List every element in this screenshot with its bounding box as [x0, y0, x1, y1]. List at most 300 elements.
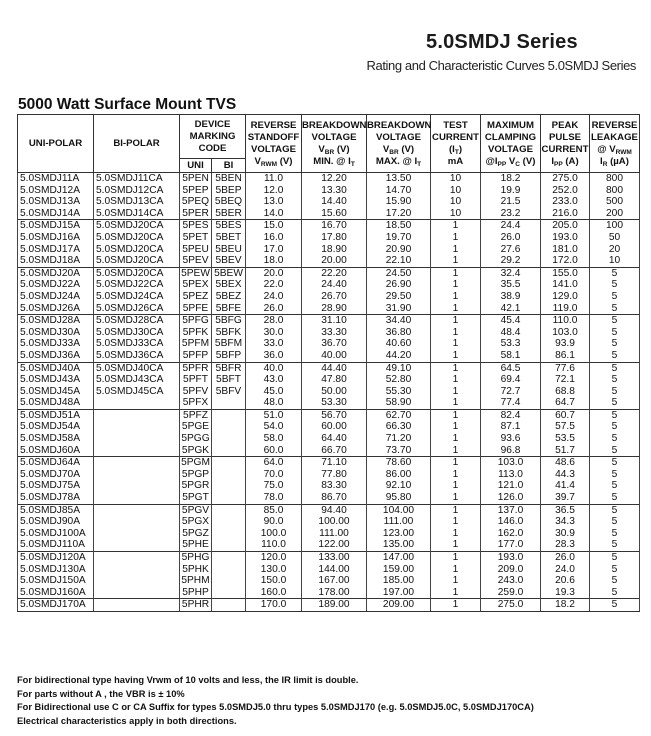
- cell-vrwm: 60.0: [246, 445, 302, 457]
- cell-peak-pulse-current: 48.6: [541, 457, 590, 469]
- col-header-reverse-leakage: REVERSE LEAKAGE @ $V_{RWM}$ $I_R$ (µA): [590, 115, 640, 173]
- cell-peak-pulse-current: 60.7: [541, 409, 590, 421]
- table-row: [18, 350, 640, 362]
- cell-test-current: 1: [431, 303, 481, 315]
- cell-test-current: 1: [431, 552, 481, 564]
- table-row: [18, 457, 640, 469]
- cell-clamping-voltage: 193.0: [481, 552, 541, 564]
- cell-test-current: 1: [431, 457, 481, 469]
- cell-marking-uni: 5PFM: [180, 338, 212, 350]
- cell-marking-uni: 5PEX: [180, 279, 212, 291]
- cell-reverse-leakage: 20: [590, 244, 640, 256]
- cell-clamping-voltage: 87.1: [481, 421, 541, 433]
- cell-reverse-leakage: 5: [590, 350, 640, 362]
- spec-table: [17, 114, 640, 612]
- cell-vrwm: 17.0: [246, 244, 302, 256]
- cell-marking-bi: 5BET: [212, 232, 246, 244]
- cell-uni-polar: 5.0SMDJ15A: [18, 220, 94, 232]
- cell-test-current: 1: [431, 374, 481, 386]
- cell-marking-uni: 5PHK: [180, 564, 212, 576]
- cell-uni-polar: 5.0SMDJ130A: [18, 564, 94, 576]
- cell-vbr-max: 78.60: [367, 457, 431, 469]
- cell-vbr-max: 17.20: [367, 208, 431, 220]
- cell-clamping-voltage: 93.6: [481, 433, 541, 445]
- cell-vbr-max: 71.20: [367, 433, 431, 445]
- cell-clamping-voltage: 19.9: [481, 185, 541, 197]
- cell-uni-polar: 5.0SMDJ78A: [18, 492, 94, 504]
- cell-peak-pulse-current: 77.6: [541, 362, 590, 374]
- cell-reverse-leakage: 5: [590, 539, 640, 551]
- cell-peak-pulse-current: 93.9: [541, 338, 590, 350]
- cell-uni-polar: 5.0SMDJ17A: [18, 244, 94, 256]
- cell-reverse-leakage: 5: [590, 315, 640, 327]
- cell-marking-bi: 5BEQ: [212, 196, 246, 208]
- cell-clamping-voltage: 177.0: [481, 539, 541, 551]
- cell-peak-pulse-current: 28.3: [541, 539, 590, 551]
- cell-peak-pulse-current: 216.0: [541, 208, 590, 220]
- cell-peak-pulse-current: 110.0: [541, 315, 590, 327]
- cell-clamping-voltage: 48.4: [481, 327, 541, 339]
- cell-clamping-voltage: 38.9: [481, 291, 541, 303]
- cell-peak-pulse-current: 155.0: [541, 267, 590, 279]
- cell-peak-pulse-current: 20.6: [541, 575, 590, 587]
- cell-marking-uni: 5PHR: [180, 599, 212, 612]
- cell-marking-bi: 5BFE: [212, 303, 246, 315]
- cell-test-current: 1: [431, 244, 481, 256]
- cell-vbr-max: 40.60: [367, 338, 431, 350]
- cell-peak-pulse-current: 193.0: [541, 232, 590, 244]
- cell-peak-pulse-current: 103.0: [541, 327, 590, 339]
- cell-marking-uni: 5PEN: [180, 173, 212, 185]
- cell-clamping-voltage: 27.6: [481, 244, 541, 256]
- cell-clamping-voltage: 21.5: [481, 196, 541, 208]
- cell-bi-polar: 5.0SMDJ20CA: [94, 255, 180, 267]
- table-row: [18, 409, 640, 421]
- cell-reverse-leakage: 5: [590, 409, 640, 421]
- cell-marking-uni: 5PFP: [180, 350, 212, 362]
- col-header-vrwm: REVERSE STANDOFF VOLTAGE $V_{RWM}$ (V): [246, 115, 302, 173]
- section-title: 5000 Watt Surface Mount TVS: [18, 96, 237, 113]
- cell-uni-polar: 5.0SMDJ170A: [18, 599, 94, 612]
- cell-clamping-voltage: 42.1: [481, 303, 541, 315]
- cell-clamping-voltage: 96.8: [481, 445, 541, 457]
- cell-uni-polar: 5.0SMDJ110A: [18, 539, 94, 551]
- cell-bi-polar: 5.0SMDJ20CA: [94, 244, 180, 256]
- cell-reverse-leakage: 5: [590, 492, 640, 504]
- cell-vbr-max: 22.10: [367, 255, 431, 267]
- footnote: For Bidirectional use C or CA Suffix for types 5.0SMDJ5.0 thru types 5.0SMDJ170 (e.g. 5.0SMDJ5.0C, 5.0SMDJ170CA): [17, 702, 534, 713]
- cell-marking-uni: 5PHP: [180, 587, 212, 599]
- cell-bi-polar: [94, 445, 180, 457]
- cell-vrwm: 64.0: [246, 457, 302, 469]
- table-row: [18, 362, 640, 374]
- cell-vrwm: 11.0: [246, 173, 302, 185]
- cell-bi-polar: 5.0SMDJ13CA: [94, 196, 180, 208]
- cell-vbr-min: 31.10: [302, 315, 367, 327]
- cell-uni-polar: 5.0SMDJ33A: [18, 338, 94, 350]
- cell-marking-uni: 5PET: [180, 232, 212, 244]
- cell-marking-uni: 5PGZ: [180, 528, 212, 540]
- cell-vbr-min: 20.00: [302, 255, 367, 267]
- cell-peak-pulse-current: 141.0: [541, 279, 590, 291]
- cell-vbr-min: 14.40: [302, 196, 367, 208]
- table-row: [18, 492, 640, 504]
- cell-clamping-voltage: 113.0: [481, 469, 541, 481]
- cell-peak-pulse-current: 24.0: [541, 564, 590, 576]
- cell-marking-uni: 5PFR: [180, 362, 212, 374]
- cell-vrwm: 160.0: [246, 587, 302, 599]
- cell-test-current: 1: [431, 255, 481, 267]
- cell-vbr-max: 18.50: [367, 220, 431, 232]
- cell-bi-polar: 5.0SMDJ14CA: [94, 208, 180, 220]
- cell-reverse-leakage: 5: [590, 327, 640, 339]
- cell-peak-pulse-current: 19.3: [541, 587, 590, 599]
- cell-test-current: 1: [431, 599, 481, 612]
- cell-test-current: 1: [431, 232, 481, 244]
- cell-reverse-leakage: 5: [590, 469, 640, 481]
- cell-reverse-leakage: 100: [590, 220, 640, 232]
- table-row: [18, 327, 640, 339]
- cell-peak-pulse-current: 57.5: [541, 421, 590, 433]
- cell-vrwm: 20.0: [246, 267, 302, 279]
- cell-reverse-leakage: 50: [590, 232, 640, 244]
- cell-marking-uni: 5PHG: [180, 552, 212, 564]
- cell-reverse-leakage: 5: [590, 564, 640, 576]
- cell-marking-uni: 5PEV: [180, 255, 212, 267]
- cell-reverse-leakage: 5: [590, 421, 640, 433]
- footnote: For parts without A , the VBR is ± 10%: [17, 688, 185, 699]
- cell-uni-polar: 5.0SMDJ85A: [18, 504, 94, 516]
- cell-vrwm: 30.0: [246, 327, 302, 339]
- table-row: [18, 469, 640, 481]
- cell-marking-bi: [212, 457, 246, 469]
- cell-uni-polar: 5.0SMDJ100A: [18, 528, 94, 540]
- cell-test-current: 1: [431, 587, 481, 599]
- col-header-vbr-max: BREAKDOWN VOLTAGE $V_{BR}$ (V) MAX. @ $I_T$: [367, 115, 431, 173]
- cell-clamping-voltage: 275.0: [481, 599, 541, 612]
- cell-marking-bi: 5BEU: [212, 244, 246, 256]
- cell-test-current: 1: [431, 327, 481, 339]
- cell-vbr-min: 15.60: [302, 208, 367, 220]
- cell-marking-uni: 5PFV: [180, 386, 212, 398]
- cell-clamping-voltage: 53.3: [481, 338, 541, 350]
- cell-vbr-min: 33.30: [302, 327, 367, 339]
- cell-vbr-max: 95.80: [367, 492, 431, 504]
- cell-marking-bi: [212, 575, 246, 587]
- cell-marking-uni: 5PHM: [181, 575, 210, 587]
- cell-peak-pulse-current: 64.7: [541, 397, 590, 409]
- col-header-peak-pulse-current: PEAK PULSE CURRENT $I_{PP}$ (A): [541, 115, 590, 173]
- cell-vbr-min: 167.00: [302, 575, 367, 587]
- cell-reverse-leakage: 5: [590, 291, 640, 303]
- cell-vrwm: 36.0: [246, 350, 302, 362]
- cell-vrwm: 13.0: [246, 196, 302, 208]
- cell-bi-polar: [94, 516, 180, 528]
- cell-bi-polar: [94, 421, 180, 433]
- cell-vbr-max: 20.90: [367, 244, 431, 256]
- cell-vbr-max: 123.00: [367, 528, 431, 540]
- cell-vbr-min: 122.00: [302, 539, 367, 551]
- cell-reverse-leakage: 10: [590, 255, 640, 267]
- cell-test-current: 1: [431, 445, 481, 457]
- table-row: [18, 196, 640, 208]
- cell-vrwm: 14.0: [246, 208, 302, 220]
- cell-reverse-leakage: 5: [590, 279, 640, 291]
- cell-vbr-min: 17.80: [302, 232, 367, 244]
- cell-reverse-leakage: 5: [590, 552, 640, 564]
- cell-vbr-min: 40.00: [302, 350, 367, 362]
- cell-marking-bi: [212, 552, 246, 564]
- cell-vbr-min: 24.40: [302, 279, 367, 291]
- col-header-clamping-voltage: MAXIMUM CLAMPING VOLTAGE $@I_{PP}$ $V_C$ (V): [481, 115, 541, 173]
- cell-peak-pulse-current: 86.1: [541, 350, 590, 362]
- cell-bi-polar: 5.0SMDJ24CA: [94, 291, 180, 303]
- table-row: [18, 433, 640, 445]
- cell-vbr-max: 26.90: [367, 279, 431, 291]
- cell-peak-pulse-current: 51.7: [541, 445, 590, 457]
- cell-marking-uni: 5PGX: [180, 516, 212, 528]
- cell-clamping-voltage: 72.7: [481, 386, 541, 398]
- cell-vbr-max: 14.70: [367, 185, 431, 197]
- cell-vrwm: 85.0: [246, 504, 302, 516]
- cell-test-current: 10: [431, 208, 481, 220]
- table-body: [18, 173, 640, 612]
- cell-vbr-max: 36.80: [367, 327, 431, 339]
- table-row: [18, 480, 640, 492]
- cell-vbr-min: 83.30: [302, 480, 367, 492]
- cell-bi-polar: 5.0SMDJ30CA: [94, 327, 180, 339]
- series-subtitle: Rating and Characteristic Curves 5.0SMDJ Series: [366, 58, 636, 73]
- table-row: [18, 564, 640, 576]
- cell-vbr-min: 28.90: [302, 303, 367, 315]
- cell-bi-polar: 5.0SMDJ43CA: [94, 374, 180, 386]
- cell-vbr-max: 52.80: [367, 374, 431, 386]
- footnote: Electrical characteristics apply in both directions.: [17, 715, 237, 726]
- table-row: [18, 504, 640, 516]
- cell-reverse-leakage: 5: [590, 528, 640, 540]
- cell-marking-uni: 5PHE: [180, 539, 212, 551]
- cell-peak-pulse-current: 41.4: [541, 480, 590, 492]
- cell-marking-bi: [212, 397, 246, 409]
- cell-marking-bi: 5BEP: [212, 185, 246, 197]
- cell-marking-bi: 5BFM: [212, 338, 246, 350]
- cell-uni-polar: 5.0SMDJ14A: [18, 208, 94, 220]
- cell-marking-bi: [212, 445, 246, 457]
- cell-bi-polar: [94, 539, 180, 551]
- cell-bi-polar: [94, 575, 180, 587]
- cell-test-current: 1: [431, 539, 481, 551]
- col-header-marking-uni: UNI: [180, 159, 212, 173]
- cell-bi-polar: [94, 599, 180, 612]
- cell-uni-polar: 5.0SMDJ75A: [18, 480, 94, 492]
- table-row: [18, 291, 640, 303]
- cell-bi-polar: [94, 469, 180, 481]
- cell-clamping-voltage: 243.0: [481, 575, 541, 587]
- cell-marking-bi: [212, 480, 246, 492]
- cell-marking-bi: [212, 409, 246, 421]
- cell-marking-uni: 5PFT: [180, 374, 212, 386]
- cell-reverse-leakage: 5: [590, 338, 640, 350]
- cell-test-current: 1: [431, 564, 481, 576]
- cell-marking-bi: 5BFV: [212, 386, 246, 398]
- cell-vrwm: 28.0: [246, 315, 302, 327]
- cell-reverse-leakage: 5: [590, 575, 640, 587]
- cell-uni-polar: 5.0SMDJ90A: [18, 516, 94, 528]
- cell-vbr-max: 24.50: [367, 267, 431, 279]
- cell-marking-uni: 5PER: [180, 208, 212, 220]
- cell-uni-polar: 5.0SMDJ13A: [18, 196, 94, 208]
- cell-uni-polar: 5.0SMDJ58A: [18, 433, 94, 445]
- cell-reverse-leakage: 5: [590, 516, 640, 528]
- cell-bi-polar: 5.0SMDJ11CA: [94, 173, 180, 185]
- cell-marking-bi: 5BEX: [212, 279, 246, 291]
- cell-vrwm: 12.0: [246, 185, 302, 197]
- cell-vrwm: 24.0: [246, 291, 302, 303]
- cell-vbr-min: 144.00: [302, 564, 367, 576]
- cell-reverse-leakage: 5: [590, 267, 640, 279]
- cell-vrwm: 120.0: [246, 552, 302, 564]
- cell-reverse-leakage: 5: [590, 445, 640, 457]
- cell-uni-polar: 5.0SMDJ150A: [18, 575, 94, 587]
- cell-marking-uni: 5PFE: [180, 303, 212, 315]
- cell-bi-polar: 5.0SMDJ33CA: [94, 338, 180, 350]
- cell-vbr-min: 64.40: [302, 433, 367, 445]
- cell-bi-polar: 5.0SMDJ20CA: [94, 267, 180, 279]
- cell-test-current: 1: [431, 291, 481, 303]
- cell-marking-uni: 5PGR: [180, 480, 212, 492]
- cell-clamping-voltage: 209.0: [481, 564, 541, 576]
- cell-vrwm: 110.0: [246, 539, 302, 551]
- cell-vbr-min: 94.40: [302, 504, 367, 516]
- cell-vbr-max: 209.00: [367, 599, 431, 612]
- cell-marking-uni: 5PGT: [180, 492, 212, 504]
- col-header-uni-polar: UNI-POLAR: [18, 115, 94, 173]
- cell-vbr-max: 49.10: [367, 362, 431, 374]
- cell-bi-polar: 5.0SMDJ36CA: [94, 350, 180, 362]
- cell-vbr-min: 18.90: [302, 244, 367, 256]
- cell-marking-uni: 5PEU: [180, 244, 212, 256]
- cell-bi-polar: [94, 409, 180, 421]
- cell-marking-bi: [212, 539, 246, 551]
- cell-vbr-min: 77.80: [302, 469, 367, 481]
- table-row: [18, 220, 640, 232]
- cell-vbr-min: 50.00: [302, 386, 367, 398]
- cell-marking-bi: 5BEW: [212, 267, 246, 279]
- cell-test-current: 10: [431, 173, 481, 185]
- cell-vbr-min: 12.20: [302, 173, 367, 185]
- cell-test-current: 1: [431, 267, 481, 279]
- table-header: [18, 115, 640, 173]
- cell-vbr-min: 71.10: [302, 457, 367, 469]
- cell-bi-polar: 5.0SMDJ28CA: [94, 315, 180, 327]
- cell-marking-uni: 5PFG: [180, 315, 212, 327]
- cell-clamping-voltage: 121.0: [481, 480, 541, 492]
- cell-vrwm: 75.0: [246, 480, 302, 492]
- cell-peak-pulse-current: 36.5: [541, 504, 590, 516]
- cell-reverse-leakage: 5: [590, 599, 640, 612]
- cell-clamping-voltage: 64.5: [481, 362, 541, 374]
- cell-vbr-min: 66.70: [302, 445, 367, 457]
- cell-marking-uni: 5PEQ: [180, 196, 212, 208]
- table-row: [18, 445, 640, 457]
- cell-uni-polar: 5.0SMDJ24A: [18, 291, 94, 303]
- table-row: [18, 244, 640, 256]
- cell-clamping-voltage: 162.0: [481, 528, 541, 540]
- cell-uni-polar: 5.0SMDJ40A: [18, 362, 94, 374]
- cell-test-current: 1: [431, 350, 481, 362]
- cell-marking-bi: 5BER: [212, 208, 246, 220]
- cell-clamping-voltage: 69.4: [481, 374, 541, 386]
- cell-bi-polar: 5.0SMDJ22CA: [94, 279, 180, 291]
- cell-clamping-voltage: 137.0: [481, 504, 541, 516]
- cell-marking-uni: 5PEP: [180, 185, 212, 197]
- cell-vbr-max: 104.00: [367, 504, 431, 516]
- table-row: [18, 421, 640, 433]
- cell-vrwm: 170.0: [246, 599, 302, 612]
- cell-uni-polar: 5.0SMDJ11A: [18, 173, 94, 185]
- cell-vrwm: 40.0: [246, 362, 302, 374]
- cell-uni-polar: 5.0SMDJ43A: [18, 374, 94, 386]
- cell-vbr-min: 13.30: [302, 185, 367, 197]
- cell-reverse-leakage: 5: [590, 587, 640, 599]
- cell-vbr-min: 189.00: [302, 599, 367, 612]
- cell-vbr-min: 36.70: [302, 338, 367, 350]
- table-row: [18, 267, 640, 279]
- cell-reverse-leakage: 200: [590, 208, 640, 220]
- cell-vbr-max: 58.90: [367, 397, 431, 409]
- cell-clamping-voltage: 126.0: [481, 492, 541, 504]
- cell-test-current: 1: [431, 480, 481, 492]
- cell-test-current: 1: [431, 575, 481, 587]
- cell-vbr-max: 92.10: [367, 480, 431, 492]
- cell-vbr-min: 56.70: [302, 409, 367, 421]
- cell-test-current: 1: [431, 397, 481, 409]
- cell-bi-polar: [94, 528, 180, 540]
- cell-vrwm: 26.0: [246, 303, 302, 315]
- cell-vbr-min: 16.70: [302, 220, 367, 232]
- cell-vbr-min: 100.00: [302, 516, 367, 528]
- cell-vrwm: 54.0: [246, 421, 302, 433]
- cell-marking-uni: 5PEZ: [180, 291, 212, 303]
- cell-peak-pulse-current: 72.1: [541, 374, 590, 386]
- cell-marking-bi: 5BFT: [212, 374, 246, 386]
- cell-marking-bi: [212, 516, 246, 528]
- table-row: [18, 516, 640, 528]
- cell-vbr-max: 62.70: [367, 409, 431, 421]
- cell-vrwm: 43.0: [246, 374, 302, 386]
- cell-clamping-voltage: 146.0: [481, 516, 541, 528]
- cell-vrwm: 130.0: [246, 564, 302, 576]
- cell-peak-pulse-current: 181.0: [541, 244, 590, 256]
- cell-bi-polar: 5.0SMDJ12CA: [94, 185, 180, 197]
- cell-test-current: 1: [431, 362, 481, 374]
- cell-peak-pulse-current: 53.5: [541, 433, 590, 445]
- cell-test-current: 1: [431, 516, 481, 528]
- cell-bi-polar: 5.0SMDJ40CA: [94, 362, 180, 374]
- cell-vrwm: 78.0: [246, 492, 302, 504]
- cell-vrwm: 33.0: [246, 338, 302, 350]
- cell-vrwm: 48.0: [246, 397, 302, 409]
- col-header-bi-polar: BI-POLAR: [94, 115, 180, 173]
- cell-vrwm: 90.0: [246, 516, 302, 528]
- cell-peak-pulse-current: 205.0: [541, 220, 590, 232]
- table-row: [18, 208, 640, 220]
- cell-marking-uni: 5PFK: [180, 327, 212, 339]
- cell-marking-bi: 5BEV: [212, 255, 246, 267]
- cell-test-current: 1: [431, 409, 481, 421]
- cell-bi-polar: [94, 564, 180, 576]
- cell-marking-bi: 5BFR: [212, 362, 246, 374]
